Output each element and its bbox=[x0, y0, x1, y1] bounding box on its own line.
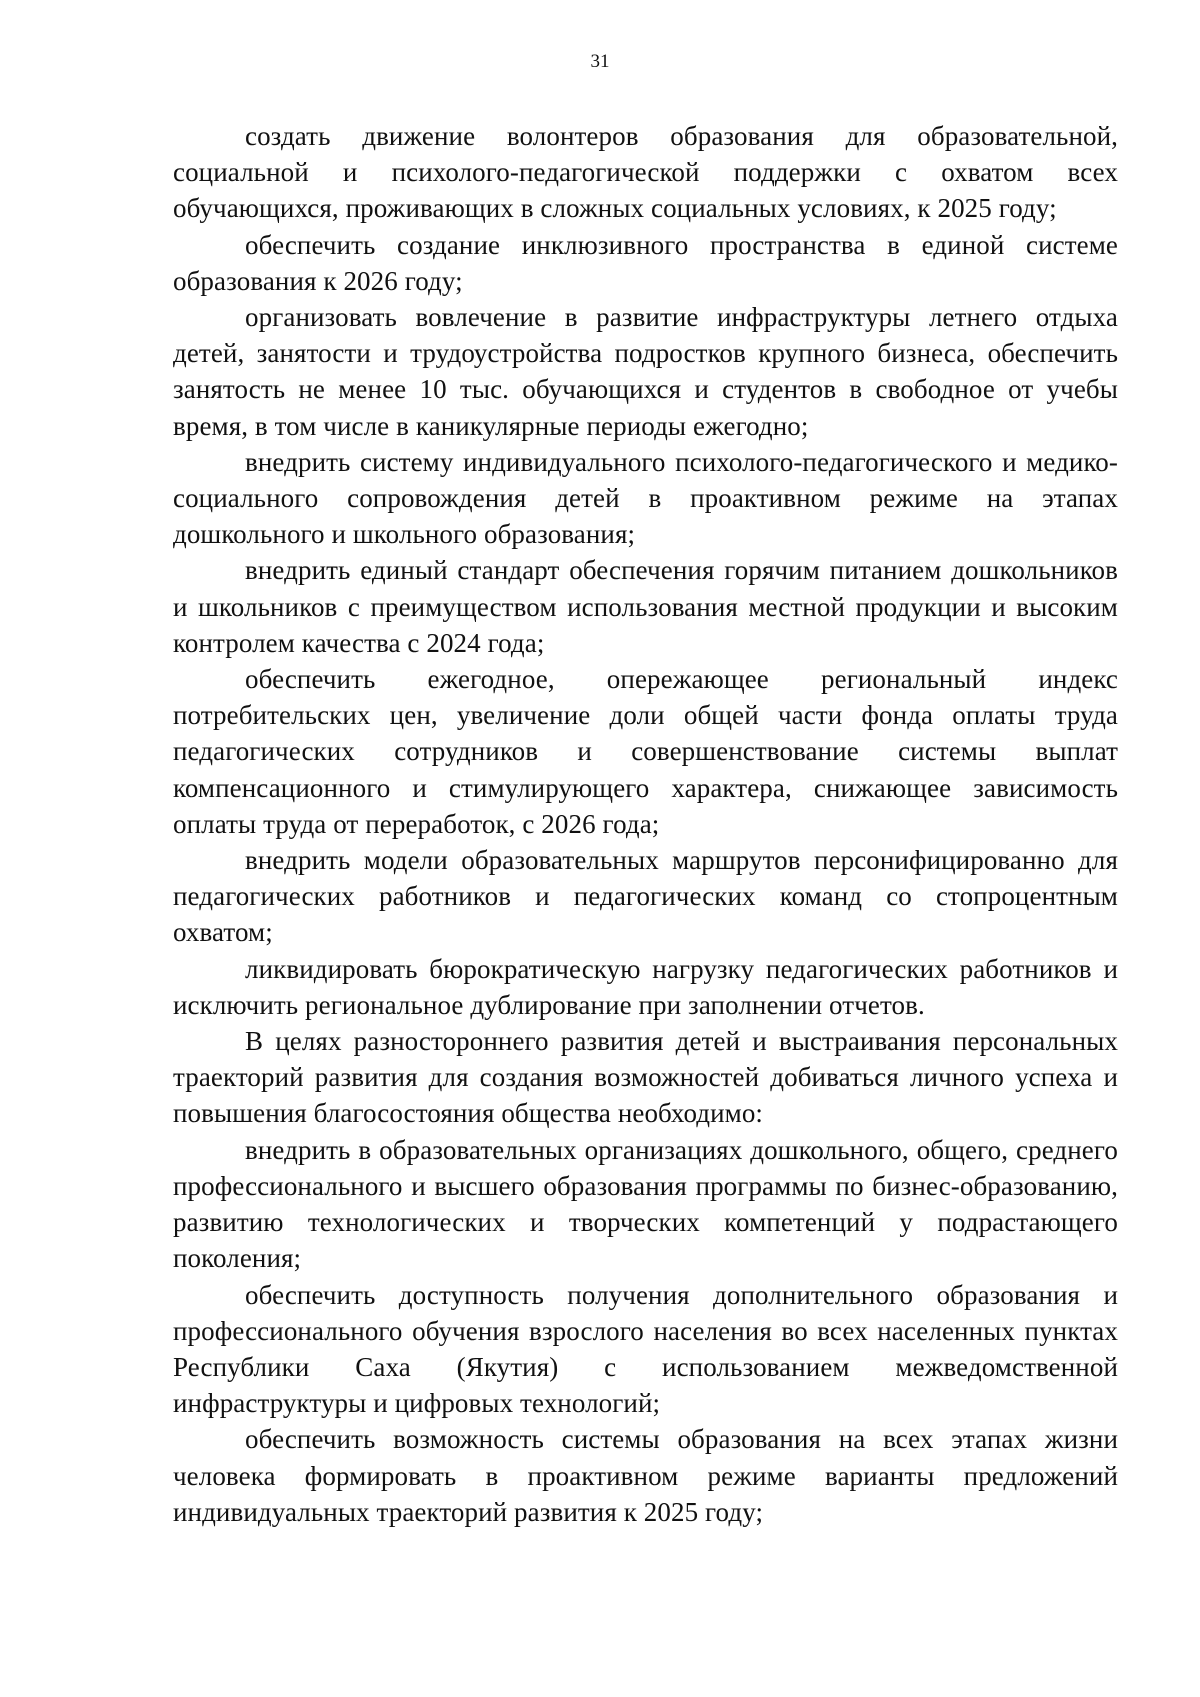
paragraph: создать движение волонтеров образования для образовательной, социальной и психолого-педагогической поддержки с охватом всех обучающихся, проживающих в сложных социальных условиях, к 2025 году; bbox=[173, 121, 1118, 224]
document-body bbox=[173, 118, 1118, 1530]
paragraph: обеспечить создание инклюзивного пространства в единой системе образования к 2026 году; bbox=[173, 229, 1118, 296]
paragraph: ликвидировать бюрократическую нагрузку педагогических работников и исключить региональное дублирование при заполнении отчетов. bbox=[173, 953, 1118, 1020]
paragraph: внедрить модели образовательных маршрутов персонифицированно для педагогических работников и педагогических команд со стопроцентным охватом; bbox=[173, 845, 1118, 948]
paragraph: обеспечить доступность получения дополнительного образования и профессионального обучения взрослого населения во всех населенных пунктах Республики Саха (Якутия) с использованием межведомственной инфраструктуры и цифровых технологий; bbox=[173, 1279, 1118, 1419]
paragraph: внедрить в образовательных организациях дошкольного, общего, среднего профессионального и высшего образования программы по бизнес-образованию, развитию технологических и творческих компетенций у подрастающего поколения; bbox=[173, 1134, 1118, 1274]
page-number: 31 bbox=[590, 51, 610, 72]
paragraph: внедрить систему индивидуального психолого-педагогического и медико-социального сопровождения детей в проактивном режиме на этапах дошкольного и школьного образования; bbox=[173, 446, 1118, 550]
paragraph: обеспечить ежегодное, опережающее региональный индекс потребительских цен, увеличение доли общей части фонда оплаты труда педагогических сотрудников и совершенствование системы выплат компенсационного и стимулирующего характера, снижающее зависимость оплаты труда от переработок, с 2026 года; bbox=[173, 664, 1118, 839]
paragraph: организовать вовлечение в развитие инфраструктуры летнего отдыха детей, занятости и трудоустройства подростков крупного бизнеса, обеспечить занятость не менее 10 тыс. обучающихся и студентов в свободное от учебы время, в том числе в каникулярные периоды ежегодно; bbox=[173, 302, 1118, 441]
paragraph: обеспечить возможность системы образования на всех этапах жизни человека формировать в проактивном режиме варианты предложений индивидуальных траекторий развития к 2025 году; bbox=[173, 1424, 1118, 1527]
paragraph: внедрить единый стандарт обеспечения горячим питанием дошкольников и школьников с преимуществом использования местной продукции и высоким контролем качества с 2024 года; bbox=[173, 555, 1118, 658]
paragraph: В целях разностороннего развития детей и выстраивания персональных траекторий развития для создания возможностей добиваться личного успеха и повышения благосостояния общества необходимо: bbox=[173, 1026, 1118, 1129]
